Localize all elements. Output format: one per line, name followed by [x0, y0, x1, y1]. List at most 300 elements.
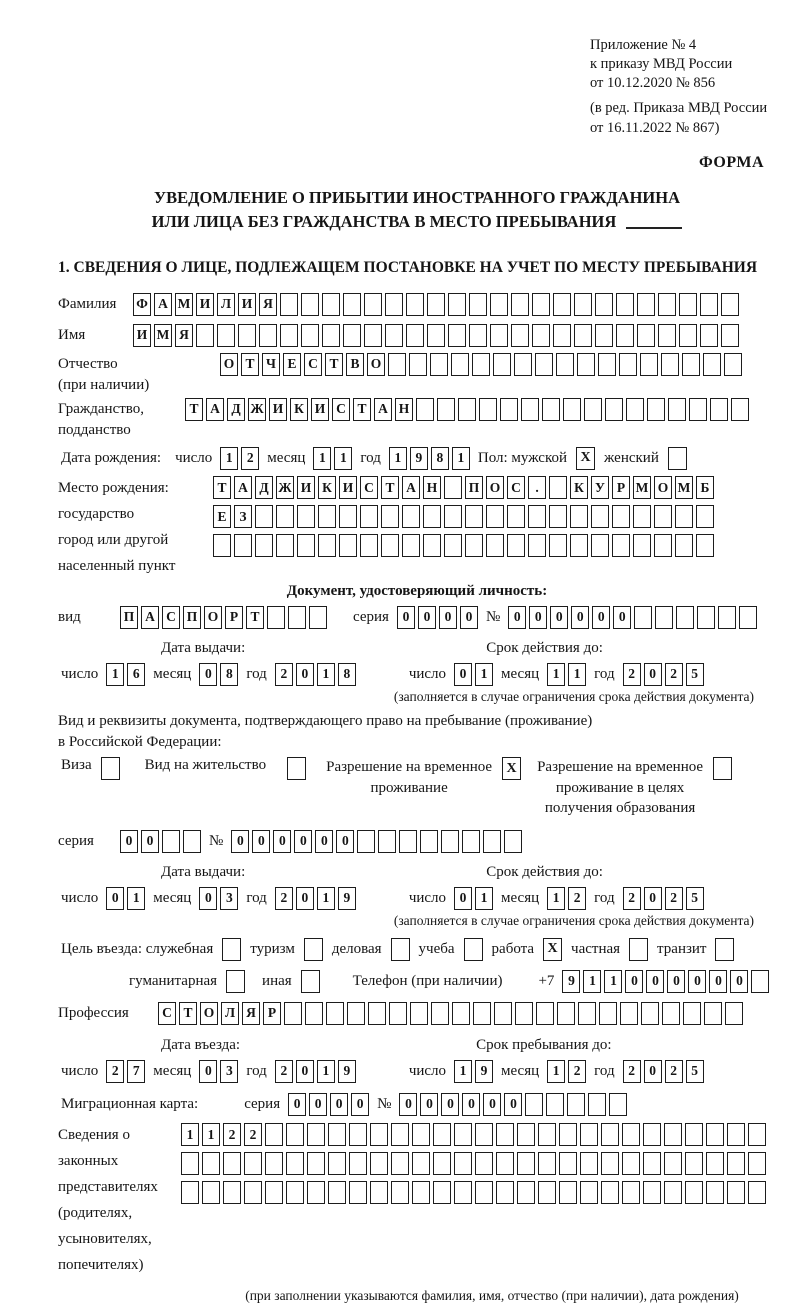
- cell[interactable]: [307, 1123, 325, 1146]
- cell[interactable]: 7: [127, 1060, 145, 1083]
- cell[interactable]: [622, 1152, 640, 1175]
- cell[interactable]: [549, 534, 567, 557]
- visa-checkbox[interactable]: [101, 757, 120, 780]
- cell[interactable]: [517, 1181, 535, 1204]
- cell[interactable]: 0: [730, 970, 748, 993]
- cell[interactable]: 6: [127, 663, 145, 686]
- cell[interactable]: 0: [141, 830, 159, 853]
- cell[interactable]: О: [220, 353, 238, 376]
- cell[interactable]: [675, 534, 693, 557]
- cell[interactable]: Р: [612, 476, 630, 499]
- cell[interactable]: [496, 1123, 514, 1146]
- cell[interactable]: 5: [686, 1060, 704, 1083]
- purpose-work-checkbox[interactable]: X: [543, 938, 562, 961]
- cell[interactable]: [328, 1152, 346, 1175]
- cell[interactable]: 1: [313, 447, 331, 470]
- cell[interactable]: [370, 1181, 388, 1204]
- cell[interactable]: [643, 1123, 661, 1146]
- cell[interactable]: 0: [550, 606, 568, 629]
- cell[interactable]: [697, 606, 715, 629]
- cell[interactable]: [364, 293, 382, 316]
- cell[interactable]: [494, 1002, 512, 1025]
- cell[interactable]: [696, 505, 714, 528]
- cell[interactable]: 1: [604, 970, 622, 993]
- cell[interactable]: [452, 1002, 470, 1025]
- cell[interactable]: 0: [613, 606, 631, 629]
- cell[interactable]: [528, 534, 546, 557]
- cell[interactable]: [276, 505, 294, 528]
- cell[interactable]: К: [570, 476, 588, 499]
- cell[interactable]: [546, 1093, 564, 1116]
- cell[interactable]: 5: [686, 887, 704, 910]
- cell[interactable]: Р: [225, 606, 243, 629]
- cell[interactable]: 2: [665, 887, 683, 910]
- cell[interactable]: [465, 505, 483, 528]
- cell[interactable]: Т: [185, 398, 203, 421]
- cell[interactable]: Б: [696, 476, 714, 499]
- cell[interactable]: А: [234, 476, 252, 499]
- cell[interactable]: [727, 1152, 745, 1175]
- cell[interactable]: 3: [220, 1060, 238, 1083]
- cell[interactable]: [217, 324, 235, 347]
- cell[interactable]: Ф: [133, 293, 151, 316]
- cell[interactable]: [328, 1123, 346, 1146]
- purpose-tourism-checkbox[interactable]: [304, 938, 323, 961]
- cell[interactable]: [599, 1002, 617, 1025]
- cell[interactable]: 1: [127, 887, 145, 910]
- cell[interactable]: [706, 1123, 724, 1146]
- purpose-other-checkbox[interactable]: [301, 970, 320, 993]
- cell[interactable]: 0: [106, 887, 124, 910]
- cell[interactable]: М: [633, 476, 651, 499]
- cell[interactable]: [286, 1152, 304, 1175]
- cell[interactable]: [454, 1152, 472, 1175]
- cell[interactable]: [647, 398, 665, 421]
- cell[interactable]: [724, 353, 742, 376]
- cell[interactable]: [626, 398, 644, 421]
- cell[interactable]: [532, 293, 550, 316]
- cell[interactable]: [486, 534, 504, 557]
- cell[interactable]: 0: [231, 830, 249, 853]
- cell[interactable]: [339, 505, 357, 528]
- cell[interactable]: 0: [483, 1093, 501, 1116]
- purpose-official-checkbox[interactable]: [222, 938, 241, 961]
- cell[interactable]: [462, 830, 480, 853]
- cell[interactable]: [658, 293, 676, 316]
- cell[interactable]: [751, 970, 769, 993]
- cell[interactable]: 0: [296, 663, 314, 686]
- cell[interactable]: 1: [547, 1060, 565, 1083]
- cell[interactable]: [406, 324, 424, 347]
- cell[interactable]: 0: [709, 970, 727, 993]
- cell[interactable]: 0: [296, 1060, 314, 1083]
- cell[interactable]: Е: [283, 353, 301, 376]
- cell[interactable]: 8: [220, 663, 238, 686]
- cell[interactable]: [385, 324, 403, 347]
- cell[interactable]: [580, 1181, 598, 1204]
- cell[interactable]: [318, 534, 336, 557]
- cell[interactable]: 1: [317, 887, 335, 910]
- cell[interactable]: 2: [665, 663, 683, 686]
- cell[interactable]: О: [204, 606, 222, 629]
- purpose-study-checkbox[interactable]: [464, 938, 483, 961]
- cell[interactable]: [496, 1181, 514, 1204]
- cell[interactable]: [637, 293, 655, 316]
- cell[interactable]: [410, 1002, 428, 1025]
- cell[interactable]: [580, 1123, 598, 1146]
- cell[interactable]: [301, 293, 319, 316]
- cell[interactable]: [511, 293, 529, 316]
- cell[interactable]: 0: [199, 1060, 217, 1083]
- cell[interactable]: [431, 1002, 449, 1025]
- cell[interactable]: [244, 1181, 262, 1204]
- cell[interactable]: [679, 293, 697, 316]
- cell[interactable]: И: [297, 476, 315, 499]
- cell[interactable]: 0: [571, 606, 589, 629]
- cell[interactable]: 2: [241, 447, 259, 470]
- cell[interactable]: [706, 1152, 724, 1175]
- cell[interactable]: [664, 1123, 682, 1146]
- cell[interactable]: [433, 1181, 451, 1204]
- cell[interactable]: [234, 534, 252, 557]
- cell[interactable]: [238, 324, 256, 347]
- cell[interactable]: [255, 534, 273, 557]
- cell[interactable]: [591, 534, 609, 557]
- purpose-humanitarian-checkbox[interactable]: [226, 970, 245, 993]
- cell[interactable]: [641, 1002, 659, 1025]
- cell[interactable]: [181, 1181, 199, 1204]
- cell[interactable]: [451, 353, 469, 376]
- cell[interactable]: 1: [547, 887, 565, 910]
- cell[interactable]: 0: [667, 970, 685, 993]
- cell[interactable]: Н: [395, 398, 413, 421]
- cell[interactable]: [517, 1152, 535, 1175]
- cell[interactable]: 0: [199, 887, 217, 910]
- cell[interactable]: [559, 1152, 577, 1175]
- cell[interactable]: [444, 534, 462, 557]
- cell[interactable]: [368, 1002, 386, 1025]
- cell[interactable]: [748, 1181, 766, 1204]
- cell[interactable]: [493, 353, 511, 376]
- cell[interactable]: [347, 1002, 365, 1025]
- cell[interactable]: П: [183, 606, 201, 629]
- cell[interactable]: Т: [353, 398, 371, 421]
- cell[interactable]: [360, 505, 378, 528]
- cell[interactable]: [343, 293, 361, 316]
- cell[interactable]: [511, 324, 529, 347]
- cell[interactable]: [538, 1181, 556, 1204]
- cell[interactable]: [458, 398, 476, 421]
- cell[interactable]: О: [367, 353, 385, 376]
- cell[interactable]: 2: [275, 1060, 293, 1083]
- cell[interactable]: [703, 353, 721, 376]
- cell[interactable]: Я: [242, 1002, 260, 1025]
- cell[interactable]: 9: [562, 970, 580, 993]
- cell[interactable]: С: [158, 1002, 176, 1025]
- cell[interactable]: [391, 1152, 409, 1175]
- cell[interactable]: [731, 398, 749, 421]
- cell[interactable]: А: [402, 476, 420, 499]
- cell[interactable]: [570, 505, 588, 528]
- cell[interactable]: [328, 1181, 346, 1204]
- cell[interactable]: [475, 1181, 493, 1204]
- cell[interactable]: [286, 1123, 304, 1146]
- cell[interactable]: 0: [644, 887, 662, 910]
- cell[interactable]: И: [133, 324, 151, 347]
- cell[interactable]: [448, 293, 466, 316]
- cell[interactable]: [640, 353, 658, 376]
- cell[interactable]: [643, 1181, 661, 1204]
- temp-residence-education-checkbox[interactable]: [713, 757, 732, 780]
- cell[interactable]: 0: [529, 606, 547, 629]
- cell[interactable]: С: [360, 476, 378, 499]
- cell[interactable]: [685, 1152, 703, 1175]
- cell[interactable]: Ж: [248, 398, 266, 421]
- cell[interactable]: [297, 505, 315, 528]
- cell[interactable]: [318, 505, 336, 528]
- cell[interactable]: [727, 1181, 745, 1204]
- cell[interactable]: 2: [275, 887, 293, 910]
- cell[interactable]: 9: [338, 887, 356, 910]
- cell[interactable]: Я: [259, 293, 277, 316]
- cell[interactable]: [685, 1181, 703, 1204]
- cell[interactable]: [244, 1152, 262, 1175]
- cell[interactable]: [542, 398, 560, 421]
- cell[interactable]: [454, 1181, 472, 1204]
- cell[interactable]: [284, 1002, 302, 1025]
- cell[interactable]: М: [154, 324, 172, 347]
- cell[interactable]: 1: [454, 1060, 472, 1083]
- cell[interactable]: А: [141, 606, 159, 629]
- cell[interactable]: [620, 1002, 638, 1025]
- cell[interactable]: 2: [223, 1123, 241, 1146]
- cell[interactable]: [549, 476, 567, 499]
- cell[interactable]: 0: [460, 606, 478, 629]
- cell[interactable]: [601, 1181, 619, 1204]
- cell[interactable]: П: [465, 476, 483, 499]
- cell[interactable]: [679, 324, 697, 347]
- cell[interactable]: 3: [220, 887, 238, 910]
- cell[interactable]: [427, 324, 445, 347]
- cell[interactable]: О: [200, 1002, 218, 1025]
- cell[interactable]: [469, 324, 487, 347]
- cell[interactable]: [437, 398, 455, 421]
- cell[interactable]: М: [675, 476, 693, 499]
- cell[interactable]: [676, 606, 694, 629]
- cell[interactable]: 8: [431, 447, 449, 470]
- female-checkbox[interactable]: [668, 447, 687, 470]
- cell[interactable]: [622, 1181, 640, 1204]
- cell[interactable]: 0: [120, 830, 138, 853]
- cell[interactable]: 0: [454, 663, 472, 686]
- cell[interactable]: [658, 324, 676, 347]
- cell[interactable]: 2: [106, 1060, 124, 1083]
- cell[interactable]: [454, 1123, 472, 1146]
- cell[interactable]: [577, 353, 595, 376]
- cell[interactable]: [265, 1181, 283, 1204]
- cell[interactable]: [612, 534, 630, 557]
- cell[interactable]: [385, 293, 403, 316]
- cell[interactable]: Т: [381, 476, 399, 499]
- cell[interactable]: И: [269, 398, 287, 421]
- cell[interactable]: 0: [441, 1093, 459, 1116]
- cell[interactable]: [683, 1002, 701, 1025]
- cell[interactable]: [288, 606, 306, 629]
- cell[interactable]: [588, 1093, 606, 1116]
- cell[interactable]: У: [591, 476, 609, 499]
- cell[interactable]: [559, 1181, 577, 1204]
- cell[interactable]: [700, 324, 718, 347]
- cell[interactable]: [601, 1123, 619, 1146]
- cell[interactable]: [305, 1002, 323, 1025]
- cell[interactable]: [515, 1002, 533, 1025]
- cell[interactable]: [280, 324, 298, 347]
- cell[interactable]: И: [311, 398, 329, 421]
- cell[interactable]: [664, 1181, 682, 1204]
- cell[interactable]: Т: [325, 353, 343, 376]
- cell[interactable]: [475, 1152, 493, 1175]
- cell[interactable]: 0: [439, 606, 457, 629]
- cell[interactable]: [286, 1181, 304, 1204]
- cell[interactable]: [255, 505, 273, 528]
- cell[interactable]: [595, 324, 613, 347]
- cell[interactable]: [339, 534, 357, 557]
- cell[interactable]: [689, 398, 707, 421]
- cell[interactable]: [598, 353, 616, 376]
- cell[interactable]: [574, 324, 592, 347]
- cell[interactable]: 0: [309, 1093, 327, 1116]
- cell[interactable]: [364, 324, 382, 347]
- cell[interactable]: И: [339, 476, 357, 499]
- cell[interactable]: О: [486, 476, 504, 499]
- cell[interactable]: [259, 324, 277, 347]
- cell[interactable]: 1: [317, 1060, 335, 1083]
- cell[interactable]: И: [238, 293, 256, 316]
- cell[interactable]: [490, 293, 508, 316]
- cell[interactable]: [725, 1002, 743, 1025]
- cell[interactable]: А: [154, 293, 172, 316]
- cell[interactable]: [416, 398, 434, 421]
- cell[interactable]: [349, 1152, 367, 1175]
- cell[interactable]: [301, 324, 319, 347]
- cell[interactable]: [710, 398, 728, 421]
- cell[interactable]: [276, 534, 294, 557]
- cell[interactable]: [637, 324, 655, 347]
- cell[interactable]: [444, 505, 462, 528]
- cell[interactable]: [427, 293, 445, 316]
- cell[interactable]: [535, 353, 553, 376]
- cell[interactable]: Н: [423, 476, 441, 499]
- cell[interactable]: [322, 293, 340, 316]
- cell[interactable]: 9: [338, 1060, 356, 1083]
- cell[interactable]: [574, 293, 592, 316]
- cell[interactable]: 0: [336, 830, 354, 853]
- cell[interactable]: [612, 505, 630, 528]
- cell[interactable]: [591, 505, 609, 528]
- cell[interactable]: 0: [454, 887, 472, 910]
- cell[interactable]: [381, 505, 399, 528]
- cell[interactable]: [504, 830, 522, 853]
- cell[interactable]: 0: [420, 1093, 438, 1116]
- cell[interactable]: [297, 534, 315, 557]
- cell[interactable]: [196, 324, 214, 347]
- cell[interactable]: [423, 534, 441, 557]
- cell[interactable]: К: [318, 476, 336, 499]
- cell[interactable]: [430, 353, 448, 376]
- cell[interactable]: [406, 293, 424, 316]
- cell[interactable]: [507, 505, 525, 528]
- cell[interactable]: 0: [462, 1093, 480, 1116]
- cell[interactable]: [490, 324, 508, 347]
- cell[interactable]: 0: [646, 970, 664, 993]
- cell[interactable]: [399, 830, 417, 853]
- cell[interactable]: 0: [418, 606, 436, 629]
- cell[interactable]: 9: [475, 1060, 493, 1083]
- cell[interactable]: 9: [410, 447, 428, 470]
- cell[interactable]: 1: [547, 663, 565, 686]
- cell[interactable]: [448, 324, 466, 347]
- cell[interactable]: 0: [644, 663, 662, 686]
- cell[interactable]: 0: [508, 606, 526, 629]
- cell[interactable]: [507, 534, 525, 557]
- cell[interactable]: П: [120, 606, 138, 629]
- cell[interactable]: [528, 505, 546, 528]
- cell[interactable]: [343, 324, 361, 347]
- cell[interactable]: [567, 1093, 585, 1116]
- cell[interactable]: С: [162, 606, 180, 629]
- cell[interactable]: А: [374, 398, 392, 421]
- cell[interactable]: [412, 1181, 430, 1204]
- cell[interactable]: [661, 353, 679, 376]
- cell[interactable]: 0: [273, 830, 291, 853]
- cell[interactable]: [580, 1152, 598, 1175]
- cell[interactable]: [472, 353, 490, 376]
- cell[interactable]: [223, 1181, 241, 1204]
- cell[interactable]: [479, 398, 497, 421]
- cell[interactable]: 0: [625, 970, 643, 993]
- residence-permit-checkbox[interactable]: [287, 757, 306, 780]
- cell[interactable]: [616, 293, 634, 316]
- cell[interactable]: [389, 1002, 407, 1025]
- cell[interactable]: Р: [263, 1002, 281, 1025]
- cell[interactable]: Т: [213, 476, 231, 499]
- cell[interactable]: 0: [199, 663, 217, 686]
- cell[interactable]: 2: [568, 887, 586, 910]
- cell[interactable]: [538, 1152, 556, 1175]
- cell[interactable]: [391, 1181, 409, 1204]
- cell[interactable]: [433, 1152, 451, 1175]
- cell[interactable]: В: [346, 353, 364, 376]
- cell[interactable]: [517, 1123, 535, 1146]
- cell[interactable]: [444, 476, 462, 499]
- cell[interactable]: [496, 1152, 514, 1175]
- cell[interactable]: Д: [227, 398, 245, 421]
- cell[interactable]: 0: [688, 970, 706, 993]
- cell[interactable]: [578, 1002, 596, 1025]
- cell[interactable]: Ж: [276, 476, 294, 499]
- cell[interactable]: [748, 1152, 766, 1175]
- cell[interactable]: [500, 398, 518, 421]
- cell[interactable]: [213, 534, 231, 557]
- cell[interactable]: [557, 1002, 575, 1025]
- cell[interactable]: [326, 1002, 344, 1025]
- cell[interactable]: 1: [334, 447, 352, 470]
- cell[interactable]: [549, 505, 567, 528]
- cell[interactable]: [664, 1152, 682, 1175]
- cell[interactable]: [700, 293, 718, 316]
- cell[interactable]: [223, 1152, 241, 1175]
- cell[interactable]: [267, 606, 285, 629]
